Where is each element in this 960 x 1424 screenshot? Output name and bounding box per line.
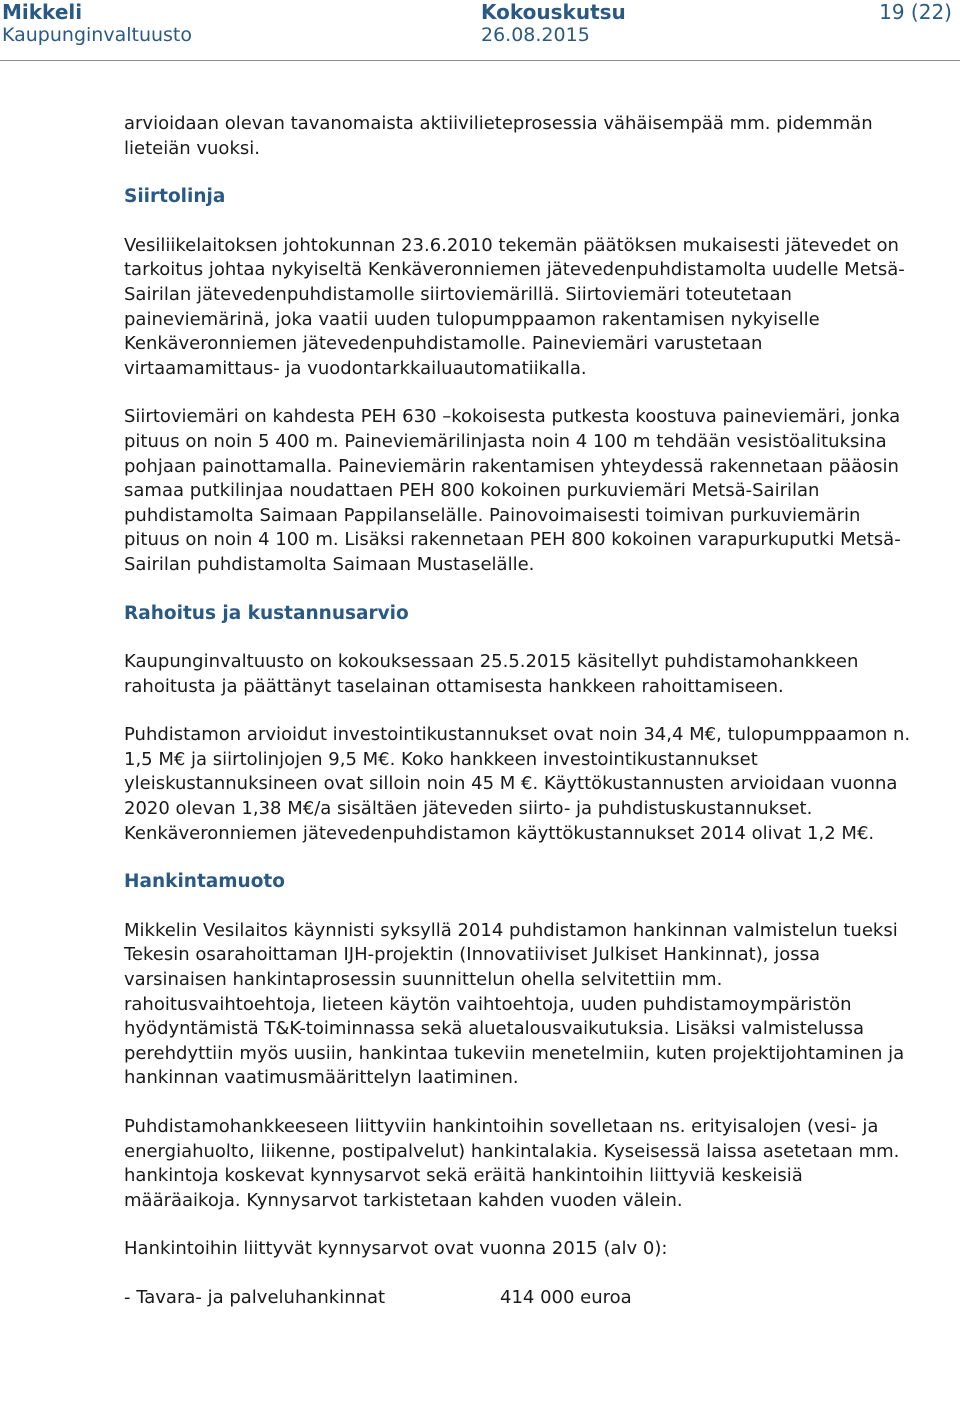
spacer — [124, 578, 914, 602]
spacer — [124, 210, 914, 234]
spacer — [124, 1091, 914, 1115]
siirtolinja-paragraph-2: Siirtoviemäri on kahdesta PEH 630 –kokoisesta putkesta koostuva paineviemäri, jonka pituus on noin 5 400 m. Paineviemärilinjasta noin 4 100 m tehdään vesistöalituksina pohjaan painottamalla. Paineviemärin rakentamisen yhteydessä rakennetaan pääosin samaa putkilinjaa noudattaen PEH 800 kokoinen purkuviemäri Metsä-Sairilan puhdistamolta Saimaan Pappilanselälle. Painovoimaisesti toimivan purkuviemärin pituus on noin 4 100 m. Lisäksi rakennetaan PEH 800 kokoinen varapurkuputki Metsä-Sairilan puhdistamolta Saimaan Mustaselälle. — [124, 406, 901, 575]
spacer — [124, 699, 914, 723]
spacer — [124, 161, 914, 185]
spacer — [124, 626, 914, 650]
hankinta-paragraph-2: Puhdistamohankkeeseen liittyviin hankintoihin sovelletaan ns. erityisalojen (vesi- ja energiahuolto, liikenne, postipalvelut) hankintalakia. Kyseisessä laissa asetetaan mm. hankintoja koskevat kynnysarvot sekä eräitä hankintoihin liittyviä keskeisiä määräaikoja. Kynnysarvot tarkistetaan kahden vuoden välein. — [124, 1116, 900, 1211]
spacer — [124, 895, 914, 919]
hankinta-paragraph-3: Hankintoihin liittyvät kynnysarvot ovat vuonna 2015 (alv 0): — [124, 1238, 668, 1260]
threshold-value: 414 000 euroa — [500, 1286, 632, 1308]
document-title: Kokouskutsu — [481, 0, 626, 24]
body-name: Kaupunginvaltuusto — [2, 24, 193, 46]
rahoitus-paragraph-2: Puhdistamon arvioidut investointikustannukset ovat noin 34,4 M€, tulopumppaamon n. 1,5 M€ ja siirtolinjojen 9,5 M€. Koko hankkeen investointikustannukset yleiskustannuksineen ovat silloin noin 45 M €. Käyttökustannusten arvioidaan vuonna 2020 olevan 1,38 M€/a sisältäen jäteveden siirto- ja puhdistuskustannukset. Kenkäveronniemen jätevedenpuhdistamon käyttökustannukset 2014 olivat 1,2 M€. — [124, 724, 911, 844]
page-header — [0, 0, 960, 62]
rahoitus-paragraph-1: Kaupunginvaltuusto on kokouksessaan 25.5.2015 käsitellyt puhdistamohankkeen rahoitusta ja päättänyt taselainan ottamisesta hankkeen rahoittamiseen. — [124, 651, 859, 697]
header-divider — [0, 60, 960, 61]
spacer — [124, 1213, 914, 1237]
document-date: 26.08.2015 — [481, 24, 590, 46]
section-heading-rahoitus: Rahoitus ja kustannusarvio — [124, 602, 409, 624]
hankinta-paragraph-1: Mikkelin Vesilaitos käynnisti syksyllä 2014 puhdistamon hankinnan valmistelun tueksi Tekesin osarahoittaman IJH-projektin (Innovatiiviset Julkiset Hankinnat), jossa varsinaisen hankintaprosessin suunnittelun ohella selvitettiin mm. rahoitusvaihtoehtoja, lieteen käytön vaihtoehtoja, uuden puhdistamoympäristön hyödyntämistä T&K-toiminnassa sekä aluetalousvaikutuksia. Lisäksi valmistelussa perehdyttiin myös uusiin, hankintaa tukeviin menetelmiin, kuten projektijohtaminen ja hankinnan vaatimusmäärittelyn laatiminen. — [124, 919, 905, 1089]
threshold-label: - Tavara- ja palveluhankinnat — [124, 1286, 386, 1308]
spacer — [124, 381, 914, 405]
intro-paragraph: arvioidaan olevan tavanomaista aktiivilieteprosessia vähäisempää mm. pidemmän lieteiän vuoksi. — [124, 113, 873, 159]
page-number: 19 (22) — [879, 0, 952, 24]
section-heading-hankintamuoto: Hankintamuoto — [124, 871, 285, 893]
document-body — [124, 112, 914, 1311]
section-heading-siirtolinja: Siirtolinja — [124, 186, 226, 208]
organization-name: Mikkeli — [2, 0, 83, 24]
siirtolinja-paragraph-1: Vesiliikelaitoksen johtokunnan 23.6.2010 tekemän päätöksen mukaisesti jätevedet on tarkoitus johtaa nykyiseltä Kenkäveronniemen jätevedenpuhdistamolta uudelle Metsä-Sairilan jätevedenpuhdistamolle siirtoviemärillä. Siirtoviemäri toteutetaan paineviemärinä, joka vaatii uuden tulopumppaamon rakentamisen nykyiselle Kenkäveronniemen jätevedenpuhdistamolle. Paineviemäri varustetaan virtaamamittaus- ja vuodontarkkailuautomatiikalla. — [124, 234, 905, 379]
threshold-row — [124, 1286, 914, 1311]
spacer — [124, 1262, 914, 1286]
spacer — [124, 846, 914, 870]
